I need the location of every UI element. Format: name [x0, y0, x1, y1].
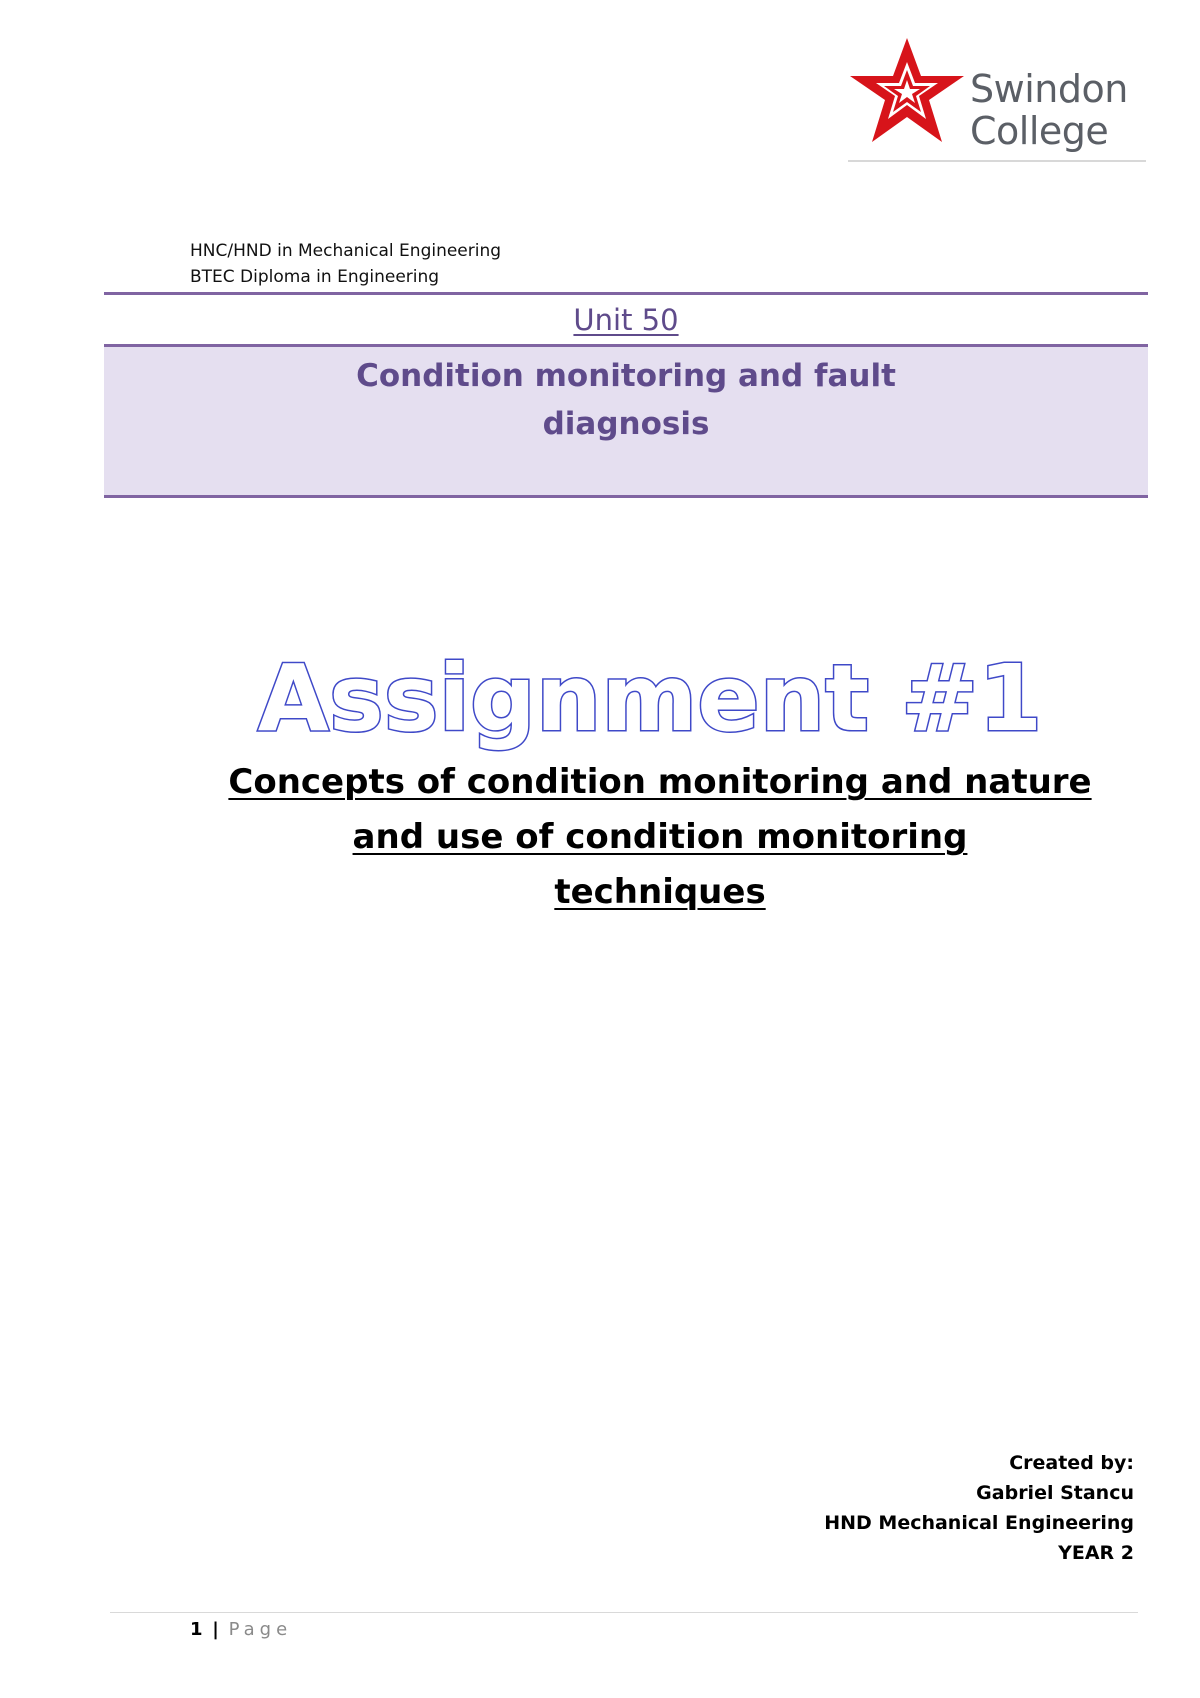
- unit-title: Unit 50: [573, 303, 679, 337]
- unit-subtitle: [104, 352, 1148, 448]
- heading-line-2: and use of condition monitoring: [352, 817, 968, 857]
- credits-block: [824, 1448, 1134, 1568]
- page-footer: [190, 1618, 292, 1642]
- logo-line-1: Swindon: [970, 67, 1128, 111]
- college-logo: [848, 36, 1148, 164]
- course-line-2: BTEC Diploma in Engineering: [190, 267, 440, 287]
- created-by-label: Created by:: [1009, 1452, 1134, 1474]
- divider-top: [104, 292, 1148, 295]
- footer-separator: |: [212, 1619, 219, 1640]
- divider-bottom: [104, 495, 1148, 498]
- assignment-label: Assignment #1: [257, 645, 1043, 752]
- assignment-title: [257, 630, 1043, 760]
- author-course: HND Mechanical Engineering: [824, 1512, 1134, 1534]
- course-line-1: HNC/HND in Mechanical Engineering: [190, 241, 502, 261]
- logo-underline: [848, 160, 1146, 162]
- footer-divider: [110, 1612, 1138, 1613]
- assignment-heading: [190, 755, 1130, 920]
- star-logo-icon: [848, 36, 966, 148]
- logo-line-2: College: [970, 109, 1109, 153]
- unit-subtitle-line-2: diagnosis: [542, 406, 710, 442]
- author-year: YEAR 2: [1058, 1542, 1134, 1564]
- logo-wordmark: [970, 68, 1128, 152]
- heading-line-3: techniques: [554, 872, 766, 912]
- page-label: Page: [228, 1619, 293, 1640]
- heading-line-1: Concepts of condition monitoring and nature: [228, 762, 1092, 802]
- page-number: 1: [190, 1619, 203, 1640]
- unit-subtitle-line-1: Condition monitoring and fault: [356, 358, 896, 394]
- divider-middle: [104, 344, 1148, 347]
- author-name: Gabriel Stancu: [976, 1482, 1134, 1504]
